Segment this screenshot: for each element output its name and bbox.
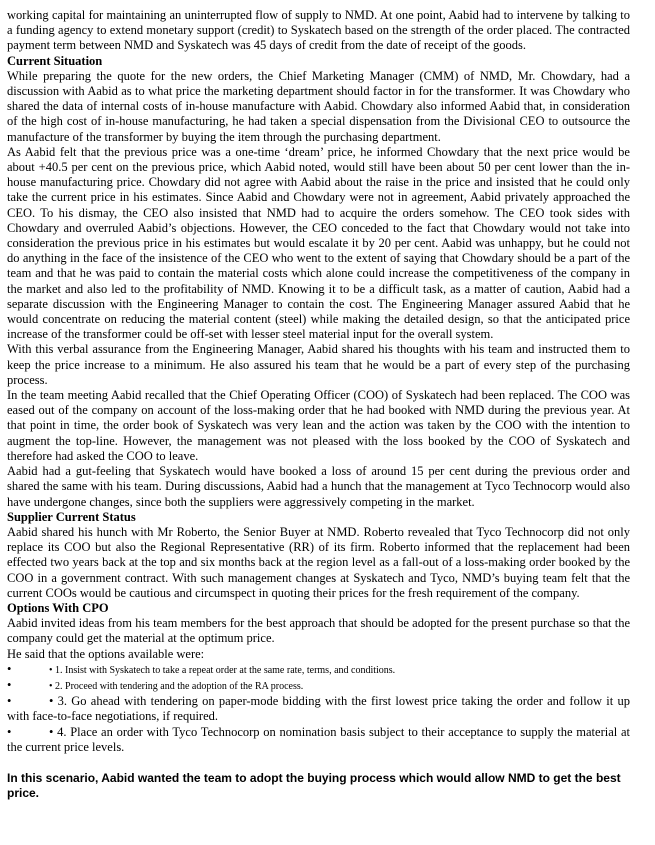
option-item-1 [7,662,630,678]
section-heading-supplier-status: Supplier Current Status [7,509,136,524]
document-page [7,8,630,801]
option-item-4 [7,725,630,755]
paragraph: In the team meeting Aabid recalled that the Chief Operating Officer (COO) of Syskatech had been replaced. The COO was eased out of the company on account of the loss-making order that he had booked with NMD during the previous year. At that point in time, the order book of Syskatech was very lean and the action was taken by the COO with the intention to augment the top-line. However, the management was not pleased with the loss booked by the COO of Syskatech and therefore had asked the COO to leave. [7,388,630,463]
paragraph: Aabid had a gut-feeling that Syskatech would have booked a loss of around 15 per cent during the previous order and shared the same with his team. During discussions, Aabid had a hunch that the management at Tyco Technocorp would also have undergone changes, since both the suppliers were aggressively competing in the market. [7,464,630,509]
option-text: • 1. Insist with Syskatech to take a repeat order at the same rate, terms, and conditions. [49,664,396,676]
option-text: • 4. Place an order with Tyco Technocorp on nomination basis subject to their acceptance to supply the material at the current price levels. [7,724,630,754]
section-heading-options: Options With CPO [7,600,109,615]
option-item-2 [7,678,630,694]
option-item-3 [7,694,630,724]
paragraph: As Aabid felt that the previous price was a one-time ‘dream’ price, he informed Chowdary that the next price would be about +40.5 per cent on the previous price, which Aabid noted, would still have been about 50 per cent lower than the in-house manufacturing price. Chowdary did not agree with Aabid about the raise in the price and insisted that he could only take the current price in his estimates. Since Aabid and Chowdary were not in agreement, Aabid privately approached the CEO. To his dismay, the CEO also insisted that NMD had to acquire the orders somehow. The CEO took sides with Chowdary and overruled Aabid’s objections. However, the CEO conceded to the fact that Chowdary would not take into consideration the previous price in his estimates but would escalate it by 20 per cent. Aabid was unhappy, but he could not do anything in the face of the insistence of the CEO who went to the extent of saying that Chowdary should be a part of the team and that he was paid to contain the material costs which alone could increase the competitiveness of the company in the market and also led to the profitability of NMD. Knowing it to be a difficult task, as a matter of caution, Aabid had a separate discussion with the Engineering Manager to contain the cost. The Engineering Manager assured Aabid that he would concentrate on reducing the material content (steel) while making the detailed design, so that the anticipated price increase of the transformer could be off-set with lesser steel material input for the overall system. [7,144,630,342]
bullet-icon: • [7,694,12,709]
paragraph: Aabid invited ideas from his team members for the best approach that should be adopted for the present purchase so that the company could get the material at the optimum price. [7,616,630,646]
section-heading-current-situation: Current Situation [7,53,103,68]
option-text: • 2. Proceed with tendering and the adoption of the RA process. [49,680,304,692]
bullet-icon: • [7,677,12,692]
bullet-icon: • [7,661,12,676]
option-text: • 3. Go ahead with tendering on paper-mode bidding with the first lowest price taking the order and follow it up with face-to-face negotiations, if required. [7,694,630,724]
bullet-icon: • [7,724,12,739]
intro-paragraph: working capital for maintaining an uninterrupted flow of supply to NMD. At one point, Aabid had to intervene by talking to a funding agency to extend monetary support (credit) to Syskatech based on the strength of the order placed. The contracted payment term between NMD and Syskatech was 45 days of credit from the date of receipt of the goods. [7,8,630,53]
paragraph: He said that the options available were: [7,646,205,661]
paragraph: With this verbal assurance from the Engineering Manager, Aabid shared his thoughts with his team and instructed them to keep the price increase to a minimum. He also assured his team that he would be a part of every step of the purchasing process. [7,342,630,387]
closing-statement: In this scenario, Aabid wanted the team to adopt the buying process which would allow NMD to get the best price. [7,770,621,800]
paragraph: Aabid shared his hunch with Mr Roberto, the Senior Buyer at NMD. Roberto revealed that Tyco Technocorp did not only replace its COO but also the Regional Representative (RR) of its firm. Roberto informed that the replacement had been effected two years back at the top and six months back at the region level as a fall-out of a loss-making order booked by the COO in a government contract. With such management changes at Syskatech and Tyco, NMD’s buying team felt that the current COOs would be cautious and circumspect in quoting their prices for the fresh requirement of the company. [7,524,630,600]
paragraph: While preparing the quote for the new orders, the Chief Marketing Manager (CMM) of NMD, Mr. Chowdary, had a discussion with Aabid as to what price the marketing department should factor in for the transformer. It was Chowdary who shared the data of internal costs of in-house manufacture with Aabid. Chowdary also informed Aabid that, in consideration of the high cost of in-house manufacturing, he had taken a special dispensation from the Divisional CEO to outsource the manufacture of the transformer by buying the item through the purchasing department. [7,68,630,144]
